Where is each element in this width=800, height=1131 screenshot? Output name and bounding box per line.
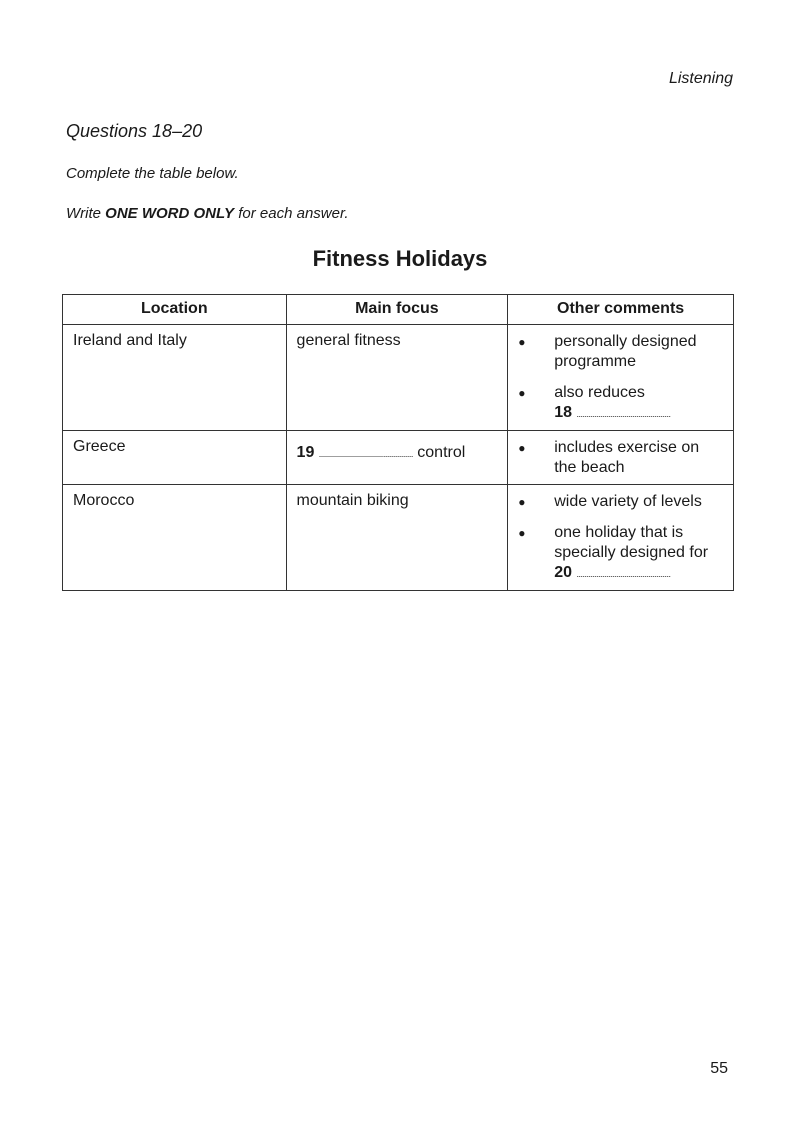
focus-gap-line — [297, 444, 498, 462]
focus-cell: mountain biking — [286, 485, 508, 591]
question-18-number: 18 — [554, 404, 572, 421]
instruction-prefix: Write — [66, 205, 106, 222]
comment-item — [518, 332, 723, 372]
questions-title: Questions 18–20 — [66, 121, 203, 141]
comment-text: wide variety of levels — [554, 493, 702, 510]
fitness-holidays-table — [62, 294, 734, 591]
bullet-icon: ● — [518, 526, 526, 540]
instruction-word-limit-bold: ONE WORD ONLY — [105, 205, 235, 222]
bullet-icon: ● — [518, 441, 526, 455]
table-header-row — [63, 295, 734, 325]
comments-cell — [508, 325, 734, 431]
focus-cell: general fitness — [286, 325, 508, 431]
focus-suffix: control — [417, 444, 466, 461]
instruction-suffix: for each answer. — [234, 205, 349, 222]
comment-item — [518, 492, 723, 512]
header-location: Location — [63, 295, 287, 325]
section-label: Listening — [668, 70, 733, 87]
comment-text: also reduces — [554, 384, 645, 401]
focus-cell — [286, 431, 508, 485]
comment-text: one holiday that is specially designed for — [554, 524, 709, 561]
table-title: Fitness Holidays — [312, 246, 488, 271]
comments-cell — [508, 485, 734, 591]
comment-text: personally designed programme — [554, 333, 697, 370]
comment-item — [518, 523, 723, 584]
comment-list — [518, 332, 723, 424]
bullet-icon: ● — [518, 386, 526, 400]
question-20-number: 20 — [554, 564, 572, 581]
answer-gap-20[interactable]: ............................................... — [576, 569, 671, 579]
instruction-word-limit — [66, 205, 349, 222]
bullet-icon: ● — [518, 495, 526, 509]
table-row — [63, 431, 734, 485]
header-main-focus: Main focus — [286, 295, 508, 325]
bullet-icon: ● — [518, 335, 526, 349]
table-row — [63, 325, 734, 431]
instruction-complete-table: Complete the table below. — [66, 165, 239, 182]
table-row — [63, 485, 734, 591]
header-other-comments: Other comments — [508, 295, 734, 325]
comments-cell — [508, 431, 734, 485]
comment-item — [518, 438, 723, 478]
answer-gap-19[interactable]: ............................................... — [318, 449, 413, 459]
location-cell: Ireland and Italy — [63, 325, 287, 431]
comment-item — [518, 383, 723, 424]
page-number: 55 — [710, 1060, 728, 1077]
comment-text: includes exercise on the beach — [554, 439, 700, 476]
answer-gap-18[interactable]: ............................................... — [576, 409, 671, 419]
location-cell: Greece — [63, 431, 287, 485]
comment-list — [518, 492, 723, 584]
location-cell: Morocco — [63, 485, 287, 591]
comment-list — [518, 438, 723, 478]
question-19-number: 19 — [296, 444, 315, 461]
